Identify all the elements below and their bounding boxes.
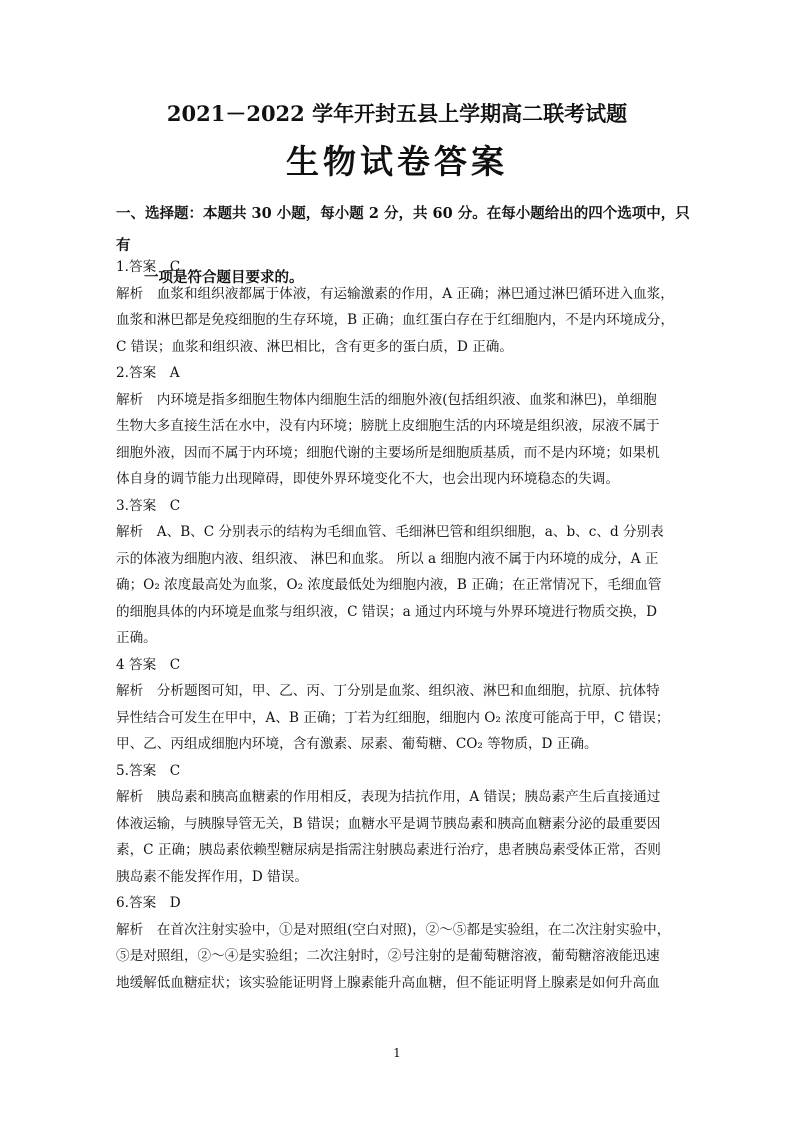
explanation-line: 细胞外液，因而不属于内环境；细胞代谢的主要场所是细胞质基质，而不是内环境；如果机: [116, 444, 660, 461]
explanation: [116, 917, 694, 997]
explanation: [116, 519, 694, 652]
explanation-line: 体自身的调节能力出现障碍，即使外界环境变化不大，也会出现内环境稳态的失调。: [116, 471, 619, 487]
explanation-line: 地缓解低血糖症状；该实验能证明肾上腺素能升高血糖，但不能证明肾上腺素是如何升高血: [116, 974, 660, 991]
answer-item: [116, 652, 694, 758]
explanation-line: 甲、乙、丙组成细胞内环境，含有激素、尿素、葡萄糖、CO₂ 等物质，D 正确。: [116, 736, 598, 752]
explanation-line: 生物大多直接生活在水中，没有内环境；膀胱上皮细胞生活的内环境是组织液，尿液不属于: [116, 418, 660, 434]
exam-title: 2021－2022 学年开封五县上学期高二联考试题: [166, 101, 628, 126]
answer-label: 5.答案 C: [116, 762, 181, 779]
section-heading-line-2: 一项是符合题目要求的。: [144, 269, 304, 286]
answer-item: [116, 254, 694, 360]
explanation-line: 确；O₂ 浓度最高处为血浆，O₂ 浓度最低处为细胞内液，B 正确；在正常情况下，毛细血管: [116, 577, 662, 593]
explanation-line: 解析 胰岛素和胰高血糖素的作用相反，表现为拮抗作用，A 错误；胰岛素产生后直接通过: [116, 789, 661, 805]
explanation-line: 解析 血浆和组织液都属于体液，有运输激素的作用，A 正确；淋巴通过淋巴循环进入血浆，: [116, 285, 674, 302]
answer-label: 2.答案 A: [116, 365, 180, 381]
explanation-line: 胰岛素不能发挥作用，D 错误。: [116, 868, 308, 885]
explanation-line: ⑤是对照组，②～④是实验组；二次注射时，②号注射的是葡萄糖溶液，葡萄糖溶液能迅速: [116, 948, 660, 964]
explanation-line: 示的体液为细胞内液、组织液、 淋巴和血浆。 所以 a 细胞内液不属于内环境的成分，A 正: [116, 550, 659, 567]
explanation-line: 素，C 正确；胰岛素依赖型糖尿病是指需注射胰岛素进行治疗，患者胰岛素受体正常，否则: [116, 842, 661, 858]
explanation-line: C 错误；血浆和组织液、淋巴相比，含有更多的蛋白质，D 正确。: [116, 338, 513, 355]
explanation: [116, 784, 694, 890]
section-heading-line-1: 一、选择题：本题共 30 小题，每小题 2 分，共 60 分。在每小题给出的四个选项中，只有: [116, 205, 690, 254]
explanation-line: 解析 A、B、C 分别表示的结构为毛细血管、毛细淋巴管和组织细胞，a、b、c、d 分别表: [116, 524, 664, 540]
answer-item: [116, 890, 694, 996]
answer-item: [116, 360, 694, 493]
answer-label: 4 答案 C: [116, 656, 181, 673]
answer-item: [116, 493, 694, 652]
answer-list: [116, 254, 694, 996]
explanation: [116, 678, 694, 758]
explanation: [116, 281, 694, 361]
answer-label: 6.答案 D: [116, 895, 181, 911]
explanation: [116, 387, 694, 493]
explanation-line: 异性结合可发生在甲中，A、B 正确；丁若为红细胞，细胞内 O₂ 浓度可能高于甲，C 错误；: [116, 709, 670, 726]
explanation-line: 解析 在首次注射实验中，①是对照组(空白对照)，②～⑤都是实验组，在二次注射实验中，: [116, 921, 671, 938]
answer-label: 3.答案 C: [116, 497, 181, 514]
explanation-line: 血浆和淋巴都是免疫细胞的生存环境，B 正确；血红蛋白存在于红细胞内，不是内环境成分，: [116, 312, 675, 328]
explanation-line: 的细胞具体的内环境是血浆与组织液，C 错误；a 通过内环境与外界环境进行物质交换，D: [116, 603, 658, 620]
answer-label: 1.答案 C: [116, 259, 181, 275]
explanation-line: 正确。: [116, 630, 157, 646]
answer-item: [116, 758, 694, 891]
explanation-line: 解析 分析题图可知，甲、乙、丙、丁分别是血浆、组织液、淋巴和血细胞，抗原、抗体特: [116, 683, 660, 699]
explanation-line: 体液运输，与胰腺导管无关，B 错误；血糖水平是调节胰岛素和胰高血糖素分泌的最重要因: [116, 815, 661, 832]
answer-sheet-title: 生物试卷答案: [286, 142, 508, 181]
explanation-line: 解析 内环境是指多细胞生物体内细胞生活的细胞外液(包括组织液、血浆和淋巴)，单细胞: [116, 391, 657, 408]
page-number: 1: [393, 1046, 401, 1060]
